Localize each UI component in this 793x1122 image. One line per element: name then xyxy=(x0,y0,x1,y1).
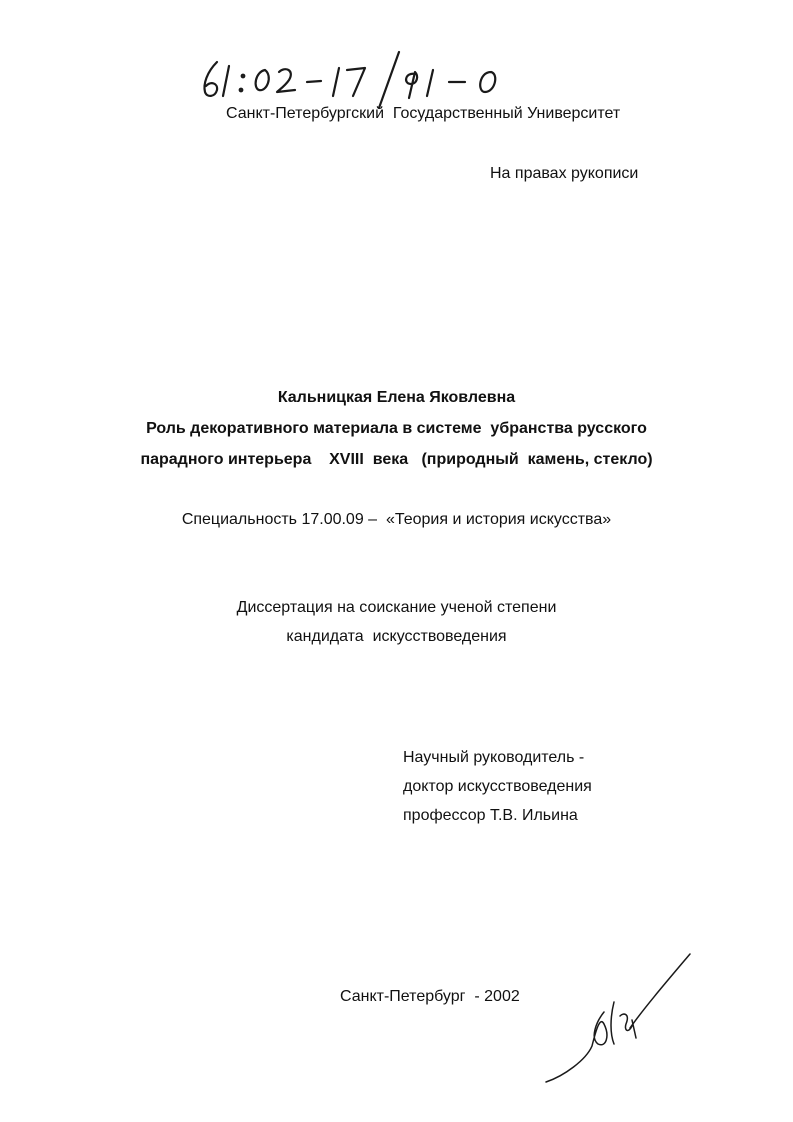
dissertation-line-1: Диссертация на соискание ученой степени xyxy=(236,599,557,616)
title-line-1: Роль декоративного материала в системе убранства русского xyxy=(146,420,647,437)
signature xyxy=(540,950,710,1090)
university-name: Санкт-Петербургский Государственный Университет xyxy=(226,105,621,122)
supervisor-degree: доктор искусствоведения xyxy=(403,778,592,795)
handwritten-archive-number xyxy=(195,50,535,110)
author-name: Кальницкая Елена Яковлевна xyxy=(277,389,516,406)
dissertation-line-2: кандидата искусствоведения xyxy=(286,628,507,645)
supervisor-role: Научный руководитель - xyxy=(403,749,585,766)
supervisor-name: профессор Т.В. Ильина xyxy=(403,807,578,824)
city-year: Санкт-Петербург - 2002 xyxy=(340,988,520,1005)
title-line-2: парадного интерьера XVIII века (природный камень, стекло) xyxy=(140,451,653,468)
specialty-line: Специальность 17.00.09 – «Теория и история искусства» xyxy=(181,511,612,528)
manuscript-rights-note: На правах рукописи xyxy=(490,165,639,182)
